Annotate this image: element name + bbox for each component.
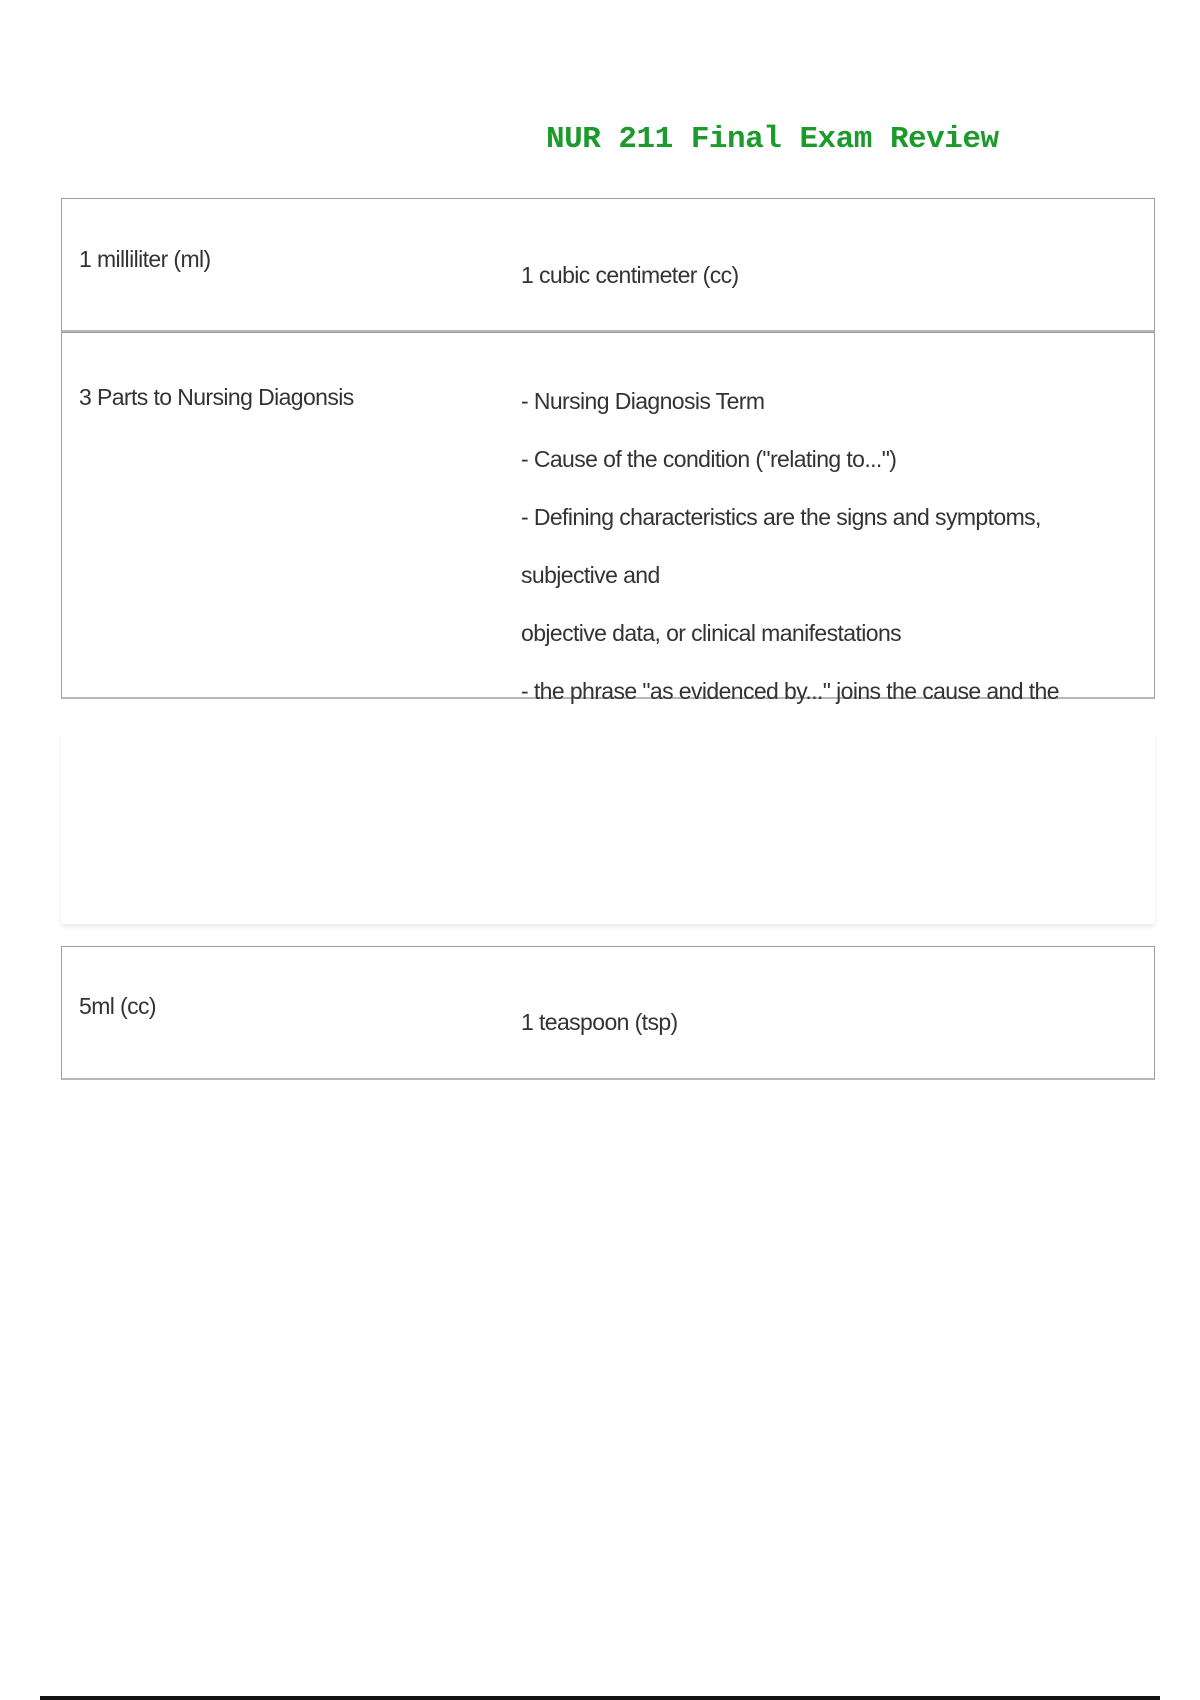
flashcard-term: 3 Parts to Nursing Diagonsis <box>79 384 354 410</box>
page-title: NUR 211 Final Exam Review <box>546 122 999 157</box>
flashcard[interactable] <box>61 198 1155 332</box>
flashcard-definition <box>521 333 1154 778</box>
flashcard-term: 5ml (cc) <box>79 993 156 1019</box>
flashcard-definition <box>521 199 1154 304</box>
definition-line: - Cause of the condition ("relating to...") <box>521 446 897 472</box>
flashcard-row <box>62 199 1154 330</box>
definition-line: - the phrase "as evidenced by..." joins the cause and the <box>521 678 1059 704</box>
flashcard-row <box>62 947 1154 1078</box>
blank-flashcard <box>61 732 1155 924</box>
definition-line: objective data, or clinical manifestations <box>521 620 902 646</box>
flashcard-term: 1 milliliter (ml) <box>79 246 211 272</box>
page-bottom-rule <box>40 1696 1160 1700</box>
definition-line: - Defining characteristics are the signs and symptoms, subjective and <box>521 504 1041 588</box>
definition-line: 1 teaspoon (tsp) <box>521 1009 678 1035</box>
definition-line: - Nursing Diagnosis Term <box>521 388 765 414</box>
definition-line: 1 cubic centimeter (cc) <box>521 262 739 288</box>
flashcard-definition <box>521 947 1154 1051</box>
flashcard[interactable] <box>61 946 1155 1080</box>
flashcard-row <box>62 333 1154 704</box>
flashcard[interactable] <box>61 332 1155 704</box>
